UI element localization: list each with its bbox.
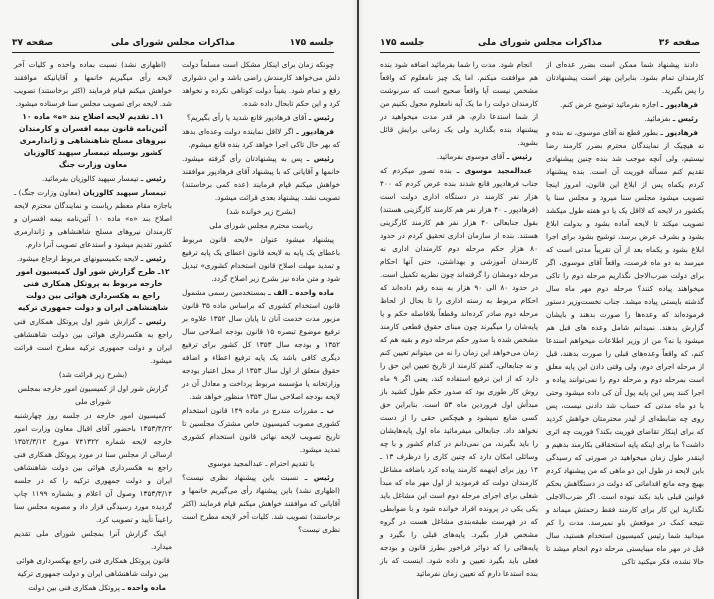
centered-line: ریاست محترم مجلس شورای ملی bbox=[209, 221, 313, 230]
speech-paragraph bbox=[14, 581, 172, 594]
speech-paragraph bbox=[182, 152, 340, 204]
column-left bbox=[14, 58, 172, 592]
speaker-name: رئیس ـ bbox=[672, 114, 698, 123]
speaker-name: رئیس ـ bbox=[304, 473, 334, 482]
speech-text: نسبت باین پیشنهاد نظری نیست؟ (اظهاری نشد) باین پیشنهاد رأی می‌گیریم خانمها و آقایانی که موافقند خواهش میکنم قیام فرمایند (اکثر برخاستند) تصویب شد. کلیات آخر لایحه مطرح است نظری نیست؟ bbox=[182, 473, 340, 534]
speaker-name: تیمسار سپهبد کالوزیان bbox=[83, 188, 166, 197]
session-label: جلسه ۱۷۵ bbox=[380, 38, 425, 48]
speech-paragraph bbox=[380, 164, 538, 580]
speech-text: آقای موسوی بفرمائید. bbox=[436, 152, 505, 161]
page-36 bbox=[358, 0, 714, 599]
column-right bbox=[182, 58, 340, 537]
speech-paragraph bbox=[14, 252, 172, 265]
speaker-name: رئیس ـ bbox=[306, 154, 334, 163]
page-number: صفحه ۳۶ bbox=[658, 38, 700, 48]
speaker-name: ماده واحده ـ bbox=[122, 583, 166, 592]
speaker-name: فرهادپور ـ bbox=[296, 127, 334, 136]
speech-text: بفرمائید. bbox=[644, 114, 671, 123]
column-left bbox=[380, 58, 538, 581]
speaker-name: رئیس ـ bbox=[140, 254, 166, 263]
body-paragraph: کمیسیون امور خارجه در جلسه روز چهارشنبه ۱۳۵۳/۳/۲۲ باحضور آقای اقبال معاون وزارت امور خارجه لایحه شماره ۷۴۱۳۲۲ مورخ ۱۳۵۲/۳/۱۲ ارسالی از مجلس سنا در مورد پروتکل همکاری فنی راجع به هکسرداری هوائی بین دولت شاهنشاهی ایران و دولت جمهوری ترکیه را که در جلسه ۱۳۵۳/۳/۱۴ وصول آن اعلام و بشماره ۱۱۹۹ چاپ گردیده مورد رسیدگی قرار داد و مصوبه مجلس سنا راعیناً تأیید و تصویب کرد. bbox=[14, 411, 172, 524]
body-paragraph: پیشنهاد میشود عنوان «لایحه قانون مربوط باعطای یک پایه به لایحه قانون اعطای یک پایه ترفیع و تمدید مهلت اصلاح قانون استخدام کشوری» تبدیل شود و متن ماده نیز بشرح زیر اصلاح گردد. bbox=[182, 235, 340, 283]
speech-text: اگر لااقل نماینده دولت وعده‌ای بدهد که بهر حال تاکی اجرا خواهد کرد بنده قانع میشوم. bbox=[182, 127, 340, 149]
speech-text: گزارش شور اول پروتکل همکاری فنی راجع به هکسرداری هوائی بین دولت شاهنشاهی ایران و دولت جمهوری ترکیه مطرح است قرائت میشود. bbox=[14, 317, 172, 365]
speech-paragraph bbox=[14, 172, 172, 185]
speech-text: پس به پیشنهادتان رأی گرفته میشود. خانمها و آقایانی که با پیشنهاد آقای فرهادپور موافقند خواهش میکنم قیام فرمایند (عده کمی برخاستند) تصویب نشد. پیشنهاد بعدی قرائت میشود. bbox=[182, 154, 340, 202]
speech-text: (معاون وزارت جنگ) ـ باجازه مقام معظم ریاست و نمایندگان محترم لایحه اصلاح بند «ه» ماده ۱۰ آئین‌نامه بیمه افسران و کارمندان نیروهای مسلح شاهنشاهی و ژاندارمری کشور تقدیم میشود و استدعای تصویب آنرا دارم. bbox=[14, 188, 172, 249]
speaker-name: ماده واحده ـ الف ـ bbox=[268, 288, 334, 297]
speech-paragraph bbox=[14, 315, 172, 367]
speaker-name: فرهادپور ـ bbox=[660, 128, 698, 137]
running-title: مذاکرات مجلس شورای ملی bbox=[477, 38, 603, 48]
body-paragraph: اینک گزارش آنرا بمجلس شورای ملی تقدیم میدارد. bbox=[14, 529, 172, 551]
speech-paragraph bbox=[182, 125, 340, 151]
running-title: مذاکرات مجلس شورای ملی bbox=[110, 38, 236, 48]
speech-text: پروتکل همکاری فنی بین دولت bbox=[28, 583, 120, 592]
agenda-item-heading: ۱۱ـ تقدیم لایحه اصلاح بند «ه» ماده ۱۰ آئین‌نامه قانون بیمه افسران و کارمندان نیروهای مسلح شاهنشاهی و ژاندارمری کشور بوسیله تیمسار سپهبد کالوزیان معاون وزارت جنگ bbox=[19, 112, 167, 169]
page-number: صفحه ۳۷ bbox=[12, 38, 54, 48]
body-paragraph: انجام شود. مدت را شما بفرمائید اضافه شود بنده هم موافقت میکنم. اما یک چیز نامعلوم که واقعاً مشخص نیست آیا واقعاً صحیح است که سرنوشت کارمندان دولت را ما یک آیه نامعلوم محول بکنیم من از شما استدعا دارم، هر قدر مدت میخواهید در پیشنهاد بنده بگذارید ولی یک زمانی برایش قائل بشوید. bbox=[380, 60, 538, 147]
speech-text: بمستخدمین رسمی مشمول قانون استخدام کشوری که براساس ماده ۳۵ قانون مزبور مدت خدمت آنان تا پایان سال ۱۳۵۲ علاوه بر ترفیع موضوع تبصره ۱۵ قانون بودجه اصلاحی سال ۱۳۵۲ و بودجه سال ۱۳۵۳ کل کشور برای ترفیع دیگری کافی باشد یک پایه ترفیع اعطاء و اضافه حقوق متعلق از اول سال ۱۳۵۳ از محل اعتبار بودجه وزارتخانه یا مؤسسه مربوط پرداخت و معادل آن در لایحه بودجه اصلاحی سال ۱۳۵۳ منظور خواهد شد. bbox=[182, 288, 341, 401]
speech-text: اجازه بفرمائید توضیح عرض کنم. bbox=[559, 100, 659, 109]
speaker-name: رئیس ـ bbox=[139, 317, 166, 326]
centered-line: (بشرح زیر قرائت شد) bbox=[58, 370, 128, 379]
speaker-name: عبدالمجید موسوی ـ bbox=[456, 166, 532, 175]
page-header bbox=[12, 38, 334, 53]
column-right bbox=[546, 58, 704, 569]
speech-paragraph bbox=[14, 186, 172, 251]
speaker-name: رئیس ـ bbox=[140, 174, 166, 183]
speech-paragraph bbox=[546, 112, 704, 125]
speaker-name: ب ـ bbox=[320, 406, 334, 415]
speech-text: تیمسار سپهبد کالوزیان بفرمائید. bbox=[41, 174, 139, 183]
speech-paragraph bbox=[182, 286, 340, 403]
speaker-name: رئیس ـ bbox=[308, 113, 334, 122]
speaker-name: فرهادپور ـ bbox=[660, 100, 698, 109]
centered-line: (بشرح زیر خوانده شد) bbox=[226, 207, 296, 216]
speech-paragraph bbox=[182, 111, 340, 124]
speech-text: بنده تصور میکردم که جناب فرهادپور قانع شدند بنده عرض کردم که ۴۰۰ هزار نفر کارمند در دستگاه اداری دولت است (فرهادپور ـ ۴۰ هزار نفر هم کارمند کارگزینی هستند) بقول جنابعالی ۴۰ هزار نفر هم کارمند کارگزینی هستند. بنده از سازمان اداری تحقیق کردم در حدود ۸۰ هزار حکم مرحله دوم کارمندان اداری نه کارمندان آموزشی و بهداشتی، حتی آنها احکام مرحله دومشان را گرفته‌اند چون نظریه تکمیل است. در حدود ۸۰ الی ۹۰ هزار به بنده رقم داده‌اند که احکام مربوط به رسته اداری را تا بحال از لحاظ مرحله دوم صادر کرده‌اند وقطعاً بلافاصله حکم و یا پایه‌شان را میگیرند چون مبنای حقوق قطعی کارمند مشخص شده با صدور حکم مرحله دوم و بقیه هم که زمان می‌خواهد این زمان را نه من میتوانم تعیین کنم و نه جنابعالی، گفتم کارمند از تاریخ تعیین این حق را دارد که از این ترفیع استفاده کند، یعنی اگر ۹ ماه روش کار طوری بود که صدور حکم طول کشید باز مبدأش اول فروردین ماه ۵۳ است. بنابراین حق کسی ضایع نمیشود و هیچکس حقی را از دست نخواهد داد. جنابعالی میفرمائید ماه اول پایه‌هایشان را باید بگیرند، من نمی‌دانم در کدام کشور و با چه وسائلی امکان دارد که چنین کاری را درظرف ۱۳ ـ ۱۴ روز برای اینهمه کارمند پیاده کرد باضافه مشاغل کارمندان دولت که فرمودید از اول مهر ماه که مبدأ شغلی برای اجرای مرحله دوم است این مشاغل باید یکی یکی در پرونده افراد خوانده شود و با ضوابطی که در فهرست طبقه‌بندی مشاغل هست در گروه مشخص قرار بگیرد. پایه‌های قبلی را بگیرد و پایه‌هائی را که دوائر فراخور بطرز قانون و بودجه فعلی باید بگیرد تعیین و داده شود. اینست که باز بنده استدعا دارم که تعیین زمان نفرمائید bbox=[380, 166, 538, 578]
speech-paragraph bbox=[182, 471, 340, 536]
speech-paragraph bbox=[546, 98, 704, 111]
centered-line: با تقدیم احترام ـ عبدالمجید موسوی bbox=[207, 459, 315, 468]
page-header bbox=[380, 38, 700, 53]
binding-gutter-line bbox=[357, 0, 359, 599]
speech-text: لایحه بکمیسیونهای مربوط ارجاع میشود. bbox=[16, 254, 139, 263]
speech-text: آقای فرهادپور قانع شدید یا رأی بگیریم؟ bbox=[186, 113, 307, 122]
session-label: جلسه ۱۷۵ bbox=[289, 38, 334, 48]
speech-text: مقررات مندرج در ماده ۱۴۹ قانون استخدام کشوری مصوب کمیسیون خاص مشترک مجلسین تا تاریخ تصویب لایحه نهائی قانون استخدام کشوری تمدید میشود. bbox=[182, 406, 340, 454]
centered-line: قانون پروتکل همکاری فنی راجع بهکسرداری هوائی بین دولت شاهنشاهی ایران و دولت جمهوری ترکیه bbox=[16, 556, 170, 578]
speech-paragraph bbox=[182, 404, 340, 456]
body-paragraph: چونکه زمان برای اینکار مشکل است مسلماً دولت دلش می‌خواهد کارمندش راضی باشد و این دشواری رفع و تمام شود. یقیناً دولت کوتاهی نکرده و نخواهد کرد و این حکم تابحال داده شده. bbox=[182, 60, 340, 108]
body-paragraph: دادند پیشنهاد شما ممکن است بضرر عده‌ای از کارمندان تمام بشود. بنابراین بهتر است پیشنهادتان را پس بگیرید. bbox=[546, 60, 704, 95]
speech-paragraph bbox=[380, 150, 538, 163]
speech-paragraph bbox=[546, 126, 704, 568]
centered-line: گزارش شور اول از کمیسیون امور خارجه بمجلس شورای ملی bbox=[17, 384, 169, 406]
agenda-item-heading: ۱۲ـ طرح گزارش شور اول کمیسیون امور خارجه مربوط به پروتکل همکاری فنی راجع به هکسرداری هوائی بین دولت شاهنشاهی ایران و دولت جمهوری ترکیه bbox=[16, 267, 170, 312]
speech-text: بطور قطع نه آقای موسوی، نه بنده و نه هیچیک از نمایندگان محترم بضرر کارمند رضا نیستیم، ولی آنچه موجب شد بنده چنین پیشنهادی تقدیم کنم مسأله فوریت آن است. بنده پیشنهاد کردم یکماه پس از ابلاغ این قانون، امروز اینجا تصویب میشود مجلس سنا میرود و مجلس سنا یا یکشور در لایحه که لااقل یک یا دو هفته طول میکشد تصویب میکند تا لایحه آماده بشود و بدولت ابلاغ بشود و بشرف عرض برسد، توشیح بشود برای اجرا ابلاغ بشود و یکماه بعد از آن تقریباً مدتی است که میرسد به دو ماه فرصت، واقعاً آقای موسوی، اگر برای دولت ضرب‌الاجل نگذاریم مرحله دوم را تاکی میخواهند پیاده کنند؟ مرحله دوم مهر ماه سال گذشته بایستی پیاده میشد. جناب نخست‌وزیر دستور فرموده‌اند که وعده‌ها را صورت بدهند و بایشان گزارش بدهند. نمیدانم شامل وعده های قبل هم میشود یا نه؟ من از وزیر اطلاعات میخواهم استدعا کنم، که واقعاً وعده‌های قبلی را صورت بدهند، قبل از مرحله اجرای دوم، ولی وقتی دادن این پایه معلق است بمرحله دوم و مرحله دوم را نمی‌توانند پیاده و اجرا کنند پس این پایه پول آن کی داده میشود وحتی با دو ماه مدتی که حساب شد دادنی نیست، پس روی چه ضابطه‌ای از لیدر محترمتان خواهش کردید که برای اینکار تقاضای فوریت بکند؟ فوریت چه اثری داشت؟ ما برای اینکه پایه استحقاقی بکارمند بدهیم و اینقدر طول زمان میخواهید در صورتی که رسیدگی باین لایحه در طول این دو ماهی که من پیشنهاد کردم بهیچ وجه مانع اقداماتی که دولت در دستگاهش بحکم قوانین قبلی باید بکند نبوده است. اگر ضرب‌الاجلی نگذارید این کار برای کارمند فقط زحمتش میماند و نتیجه کمک در موقعش باو نمیرسد. مدت را کم میدانید شما رئیس کمیسیون استخدام هستید، سال قبل در مهر ماه میبایستی مرحله دوم انجام میشد تا حالا نشده، فکر میکنید تاکی bbox=[546, 128, 704, 566]
body-paragraph: (اظهاری نشد) نسبت بماده واحده و کلیات آخر لایحه رأی میگیریم خانمها و آقایانیکه موافقند خواهش میکنم قیام فرمایند (اکثر برخاستند) تصویب شد. لایحه برای تصویب مجلس سنا فرستاده میشود. bbox=[14, 60, 172, 108]
speaker-name: رئیس ـ bbox=[506, 152, 532, 161]
